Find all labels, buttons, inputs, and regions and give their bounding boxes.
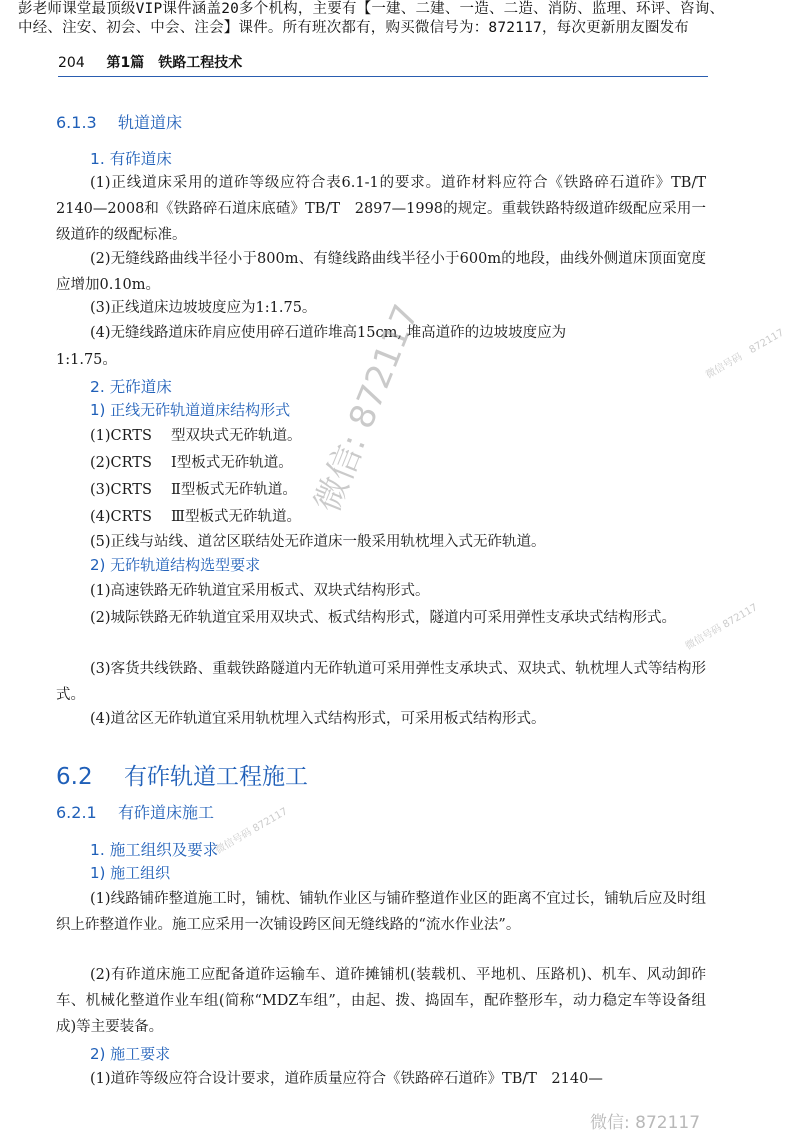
subheading-ballastless: 2. 无砟道床 [90, 378, 172, 396]
section-6-2-1-heading [56, 800, 214, 823]
section-number: 6.2.1 [56, 803, 97, 822]
paragraph-q2: (2)城际铁路无砟轨道宜采用双块式、板式结构形式，隧道内可采用弹性支承块式结构形式。 [90, 610, 677, 626]
section-title: 有砟轨道工程施工 [124, 764, 308, 790]
section-title: 轨道道床 [118, 113, 183, 132]
watermark-small: 微信号码 872117 [683, 602, 760, 653]
paragraph-q4: (4)道岔区无砟轨道宜采用轨枕埋入式结构形式，可采用板式结构形式。 [90, 711, 546, 727]
subheading-structure-forms: 1) 正线无砟轨道道床结构形式 [90, 401, 291, 419]
subheading-organization: 1. 施工组织及要求 [90, 841, 219, 859]
watermark-diagonal: 微信: 872117 [307, 298, 427, 518]
banner-line-2: 中经、注安、初会、中会、注会】课件。所有班次都有，购买微信号为：872117，每次更新朋友圈发布 [18, 20, 689, 36]
section-6-1-3-heading [56, 110, 182, 133]
paragraph-2: (2)无缝线路曲线半径小于800m、有缝线路曲线半径小于600m的地段，曲线外侧道床顶面宽度应增加0.10m。 [56, 251, 706, 293]
paragraph-1: (1)正线道床采用的道砟等级应符合表6.1-1的要求。道砟材料应符合《铁路碎石道砟》TB/T 2140—2008和《铁路碎石道床底碴》TB/T 2897—1998的规定。重载铁路特级道砟级配应采用一级道砟的级配标准。 [56, 175, 721, 243]
subheading-requirements: 2) 施工要求 [90, 1045, 171, 1063]
section-title: 有砟道床施工 [118, 803, 215, 822]
page-number: 204 [58, 55, 85, 71]
paragraph-r1: (1)线路铺砟整道施工时，铺枕、铺轨作业区与铺砟整道作业区的距离不宜过长，铺轨后应及时组织上砟整道作业。施工应采用一次铺设跨区间无缝线路的“流水作业法”。 [56, 891, 706, 933]
watermark-bottom: 微信: 872117 [590, 1113, 701, 1133]
list-item: (1)CRTS 型双块式无砟轨道。 [90, 428, 302, 444]
subheading-selection: 2) 无砟轨道结构选型要求 [90, 556, 261, 574]
section-number: 6.1.3 [56, 113, 97, 132]
section-6-2-heading [56, 758, 308, 791]
top-banner [18, 0, 788, 38]
paragraph-4-cont: 1:1.75。 [56, 352, 117, 368]
section-number: 6.2 [56, 764, 93, 790]
paragraph-q1: (1)高速铁路无砟轨道宜采用板式、双块式结构形式。 [90, 583, 430, 599]
paragraph-r3: (1)道砟等级应符合设计要求，道砟质量应符合《铁路碎石道砟》TB/T 2140— [90, 1071, 603, 1087]
paragraph-r2: (2)有砟道床施工应配备道砟运输车、道砟摊铺机(装载机、平地机、压路机)、机车、风动卸砟车、机械化整道作业车组(简称“MDZ车组”，由起、拨、捣固车，配砟整形车，动力稳定车等设备组成)等主要装备。 [56, 967, 706, 1035]
list-item: (4)CRTS Ⅲ型板式无砟轨道。 [90, 509, 301, 525]
watermark-small: 微信号码 872117 [213, 806, 290, 857]
paragraph-5: (5)正线与站线、道岔区联结处无砟道床一般采用轨枕埋入式无砟轨道。 [90, 534, 546, 550]
running-header [58, 52, 708, 77]
list-item: (2)CRTS Ⅰ型板式无砟轨道。 [90, 455, 293, 471]
chapter-title: 第1篇 铁路工程技术 [106, 55, 243, 71]
paragraph-q3: (3)客货共线铁路、重载铁路隧道内无砟轨道可采用弹性支承块式、双块式、轨枕埋人式等结构形式。 [56, 661, 706, 703]
paragraph-3: (3)正线道床边坡坡度应为1:1.75。 [90, 300, 317, 316]
paragraph-4: (4)无缝线路道床砟肩应使用碎石道砟堆高15cm, 堆高道砟的边坡坡度应为 [90, 325, 567, 341]
banner-line-1: 彭老师课堂最顶级VIP课件涵盖20多个机构，主要有【一建、二建、一造、二造、消防、监理、环评、咨询、 [18, 1, 725, 17]
subheading-ballasted: 1. 有砟道床 [90, 150, 172, 168]
watermark-small: 微信号码 872117 [704, 327, 787, 382]
subheading-construction-org: 1) 施工组织 [90, 864, 171, 882]
list-item: (3)CRTS Ⅱ型板式无砟轨道。 [90, 482, 297, 498]
